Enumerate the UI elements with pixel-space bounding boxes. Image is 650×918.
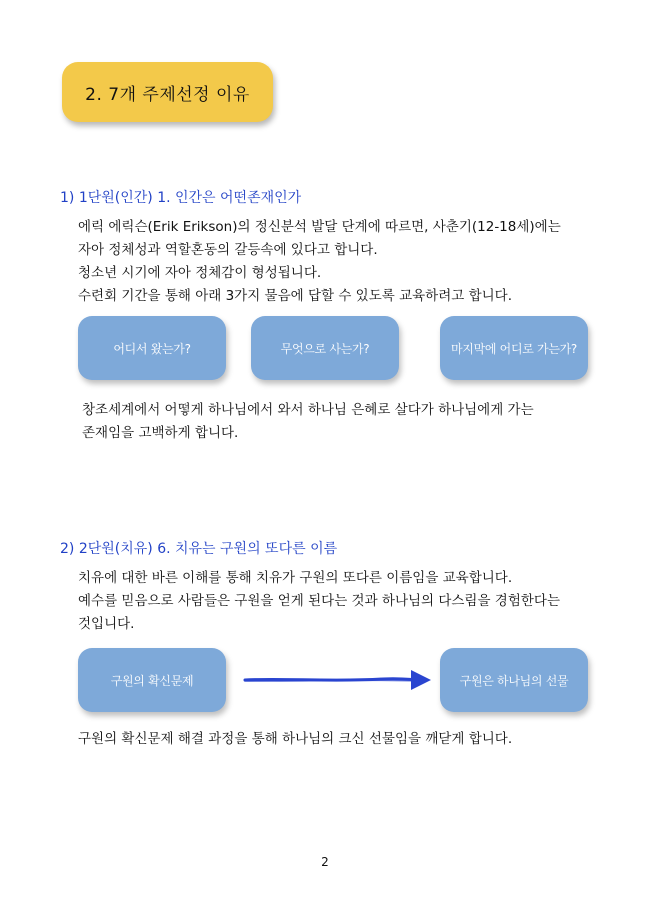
section1-paragraph-line: 에릭 에릭슨(Erik Erikson)의 정신분석 발달 단계에 따르면, 사춘기(12-18세)에는: [78, 219, 561, 235]
question-label: 어디서 왔는가?: [113, 341, 191, 356]
section2-paragraph: [78, 567, 560, 636]
question-label: 무엇으로 사는가?: [280, 341, 370, 356]
section1-paragraph-line: 수련회 기간을 통해 아래 3가지 물음에 답할 수 있도록 교육하려고 합니다.: [78, 288, 512, 304]
section2-conclusion: 구원의 확신문제 해결 과정을 통해 하나님의 크신 선물임을 깨닫게 합니다.: [78, 731, 513, 747]
section2-paragraph-line: 예수를 믿음으로 사람들은 구원을 얻게 된다는 것과 하나님의 다스림을 경험한다는: [78, 593, 561, 609]
question-box-destination: [440, 316, 588, 380]
section-title: 2. 7개 주제선정 이유: [85, 84, 250, 105]
flow-box-label: 구원의 확신문제: [110, 673, 194, 688]
section2-paragraph-line: 것입니다.: [78, 616, 135, 632]
flow-box-assurance: [78, 648, 226, 712]
section1-paragraph: [78, 216, 561, 308]
section1-conclusion-line: 존재임을 고백하게 합니다.: [82, 425, 239, 441]
question-label: 마지막에 어디로 가는가?: [450, 341, 578, 356]
section1-paragraph-line: 자아 정체성과 역할혼동의 갈등속에 있다고 합니다.: [78, 242, 378, 258]
flow-box-gift: [440, 648, 588, 712]
section-title-box: [62, 62, 273, 122]
question-box-origin: [78, 316, 226, 380]
flow-arrow: [243, 668, 433, 692]
section2-paragraph-line: 치유에 대한 바른 이해를 통해 치유가 구원의 또다른 이름임을 교육합니다.: [78, 570, 513, 586]
section1-conclusion: [82, 399, 534, 445]
question-box-purpose: [251, 316, 399, 380]
section1-paragraph-line: 청소년 시기에 자아 정체감이 형성됩니다.: [78, 265, 322, 281]
flow-box-label: 구원은 하나님의 선물: [459, 673, 569, 688]
page-number: 2: [321, 855, 329, 869]
section1-conclusion-line: 창조세계에서 어떻게 하나님에서 와서 하나님 은혜로 살다가 하나님에게 가는: [82, 402, 534, 418]
section2-heading: 2) 2단원(치유) 6. 치유는 구원의 또다른 이름: [60, 541, 338, 557]
section1-heading: 1) 1단원(인간) 1. 인간은 어떤존재인가: [60, 190, 302, 206]
